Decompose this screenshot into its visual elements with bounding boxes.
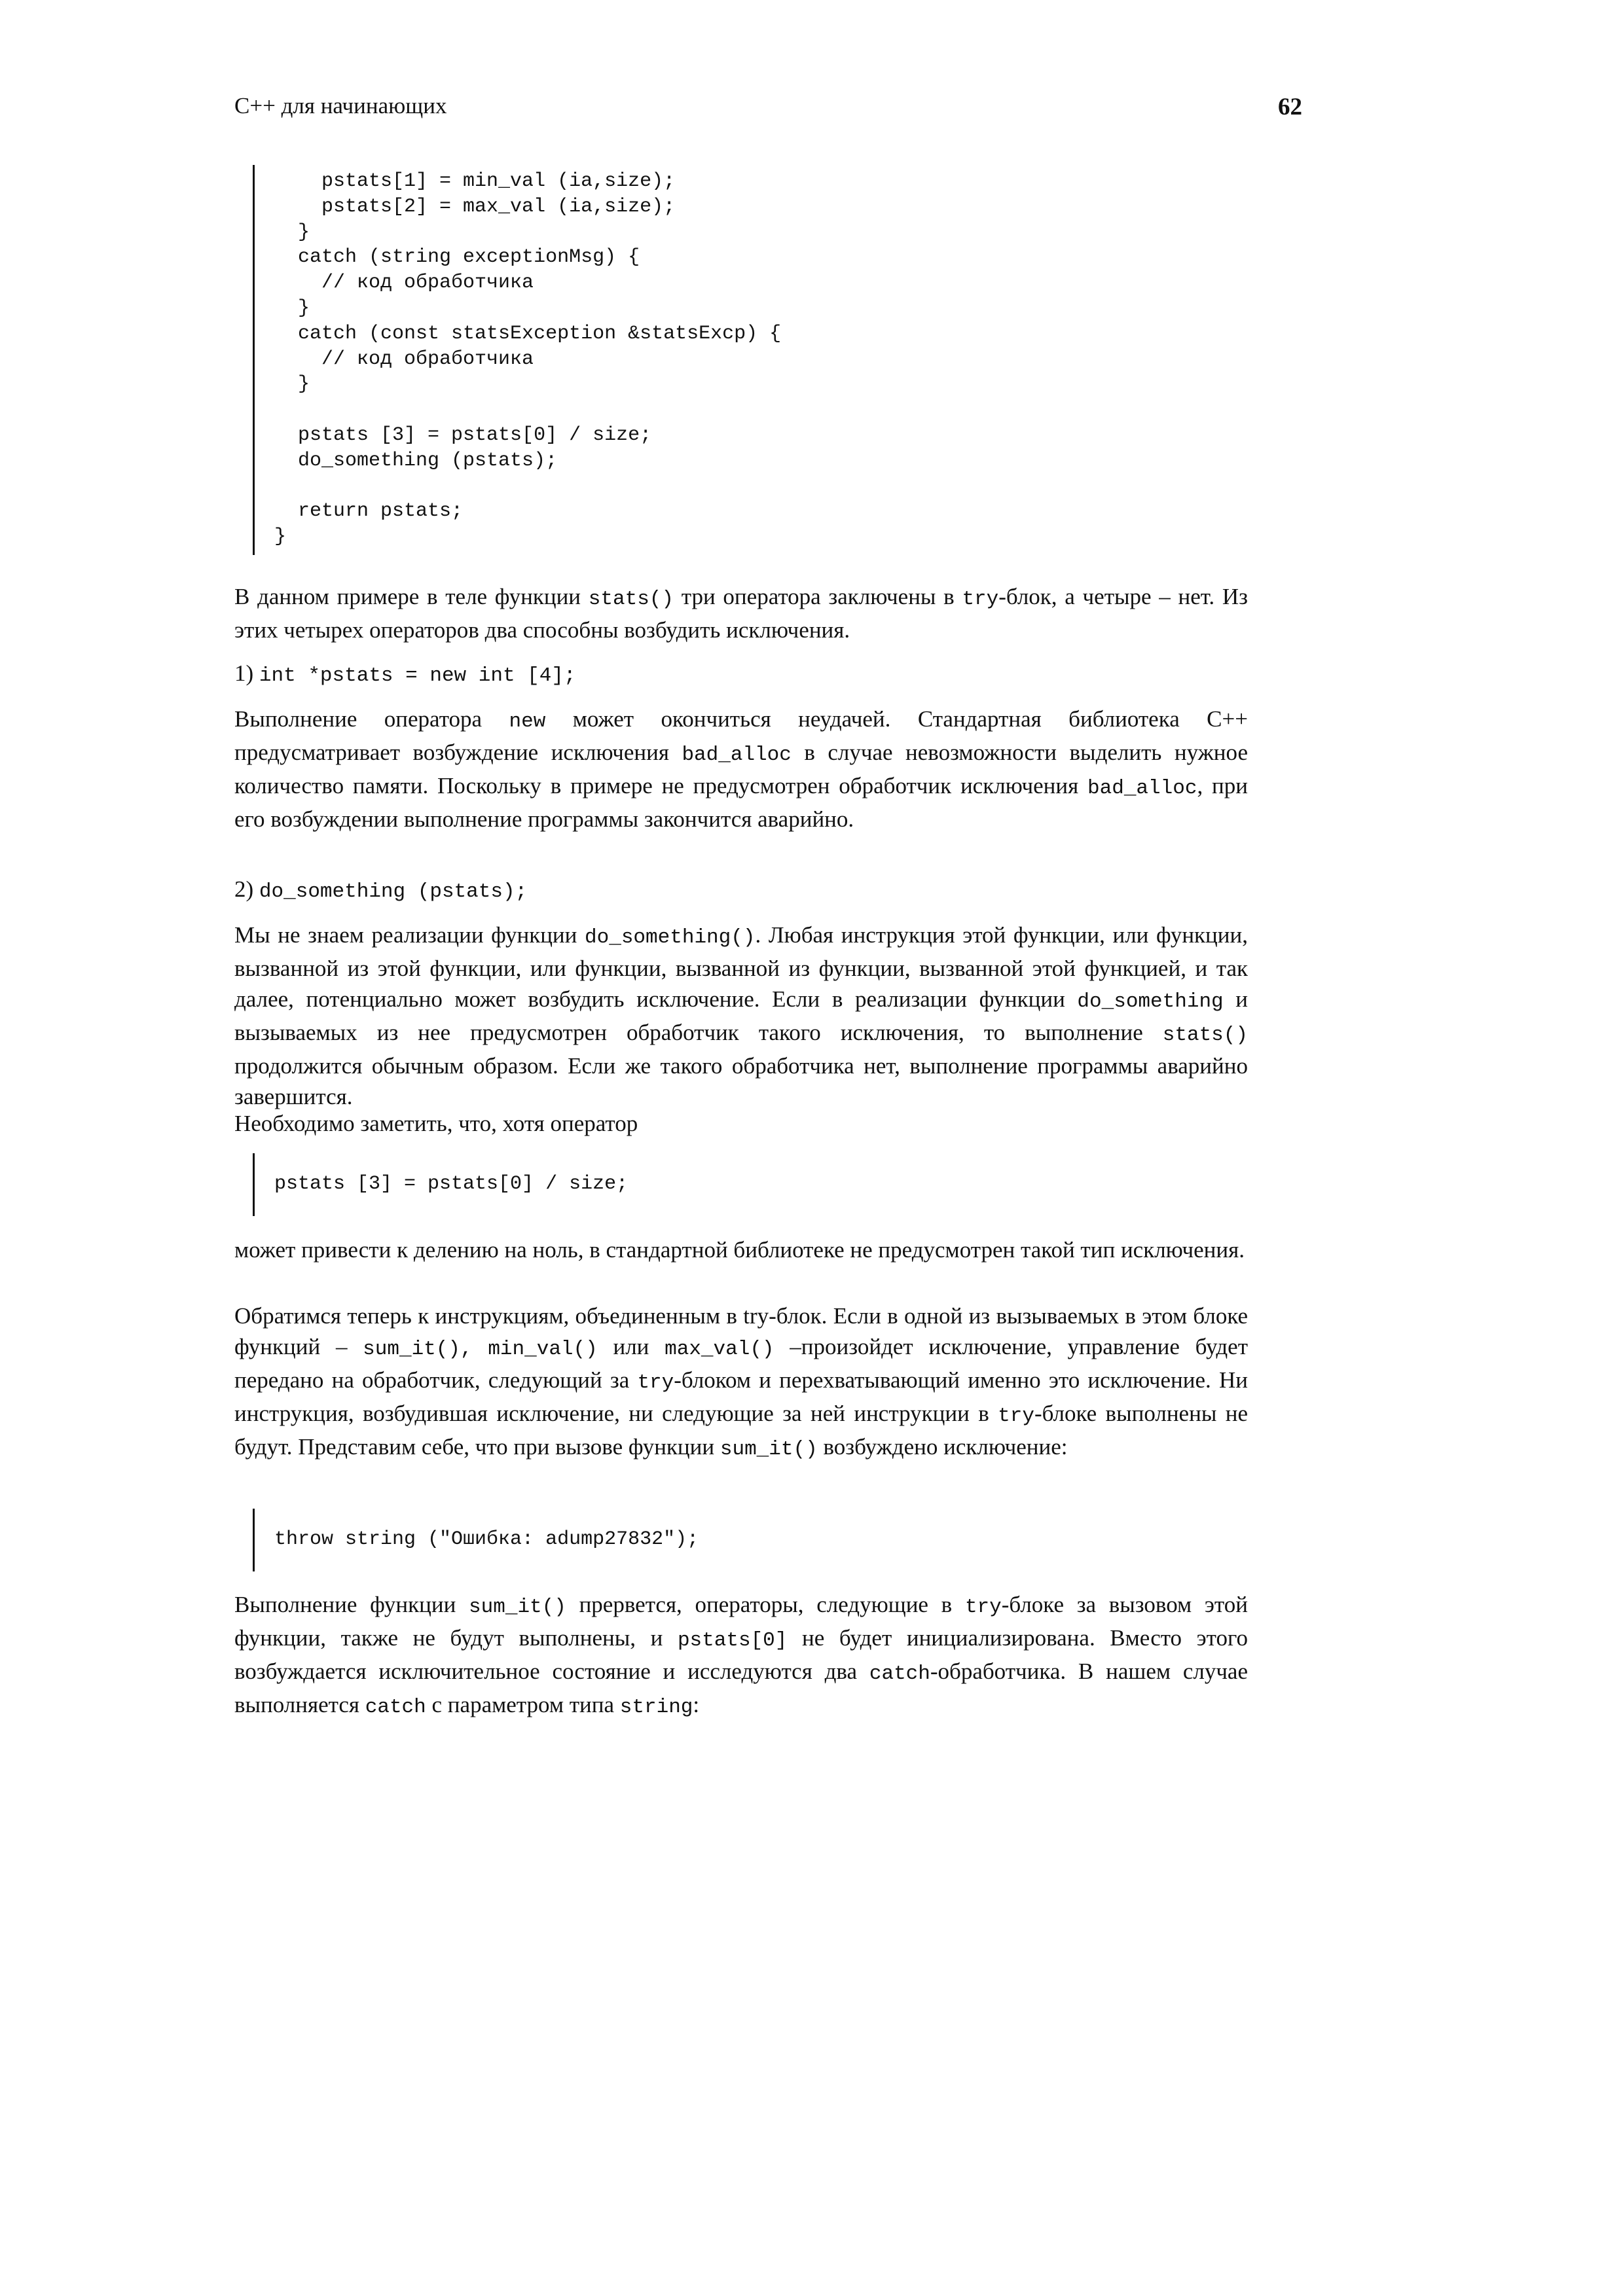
- paragraph-do-something: Мы не знаем реализации функции do_something(). Любая инструкция этой функции, или функции, вызванной из этой функции, или функции, вызванной из функции, вызванной этой функцией, и так далее, потенциально может возбудить исключение. Если в реализации функции do_something и вызываемых из нее предусмотрен обработчик такого исключения, то выполнение stats() продолжится обычным образом. Если же такого обработчика нет, выполнение программы аварийно завершится.: [234, 922, 1248, 1109]
- code-throw-example: throw string ("Ошибка: adump27832");: [253, 1509, 699, 1571]
- paragraph-try-block-intro: В данном примере в теле функции stats() три оператора заключены в try-блок, а четыре – нет. Из этих четырех операторов два способны возбудить исключения.: [234, 584, 1249, 643]
- list-item-new-operator: 1) int *pstats = new int [4];: [234, 660, 576, 687]
- paragraph-divide-by-zero: может привести к делению на ноль, в стандартной библиотеке не предусмотрен такой тип исключения.: [234, 1237, 1245, 1263]
- page-number: 62: [1278, 94, 1302, 120]
- code-division-example: pstats [3] = pstats[0] / size;: [253, 1153, 628, 1216]
- paragraph-note-operator: Необходимо заметить, что, хотя оператор: [234, 1111, 638, 1136]
- running-title: C++ для начинающих: [234, 93, 447, 118]
- paragraph-bad-alloc: Выполнение оператора new может окончиться неудачей. Стандартная библиотека С++ предусматривает возбуждение исключения bad_alloc в случае невозможности выделить нужное количество памяти. Поскольку в примере не предусмотрен обработчик исключения bad_alloc, при его возбуждении выполнение программы закончится аварийно.: [234, 706, 1248, 832]
- paragraph-try-block-flow: Обратимся теперь к инструкциям, объединенным в try-блок. Если в одной из вызываемых в этом блоке функций – sum_it(), min_val() или max_val() –произойдет исключение, управление будет передано на обработчик, следующий за try-блоком и перехватывающий именно это исключение. Ни инструкция, возбудившая исключение, ни следующие за ней инструкции в try-блоке выполнены не будут. Представим себе, что при вызове функции sum_it() возбуждено исключение:: [234, 1303, 1249, 1461]
- code-listing-stats: pstats[1] = min_val (ia,size); pstats[2] = max_val (ia,size); } catch (string exceptionMsg) { // код обработчика } catch (const statsException &statsExcp) { // код обработчика } pstats [3] = pstats[0] / size; do_something (pstats); return pstats; }: [253, 165, 781, 555]
- list-item-do-something: 2) do_something (pstats);: [234, 876, 528, 903]
- paragraph-catch-handlers: Выполнение функции sum_it() прервется, операторы, следующие в try-блоке за вызовом этой функции, также не будут выполнены, и pstats[0] не будет инициализирована. Вместо этого возбуждается исключительное состояние и исследуются два catch-обработчика. В нашем случае выполняется catch с параметром типа string:: [234, 1592, 1248, 1719]
